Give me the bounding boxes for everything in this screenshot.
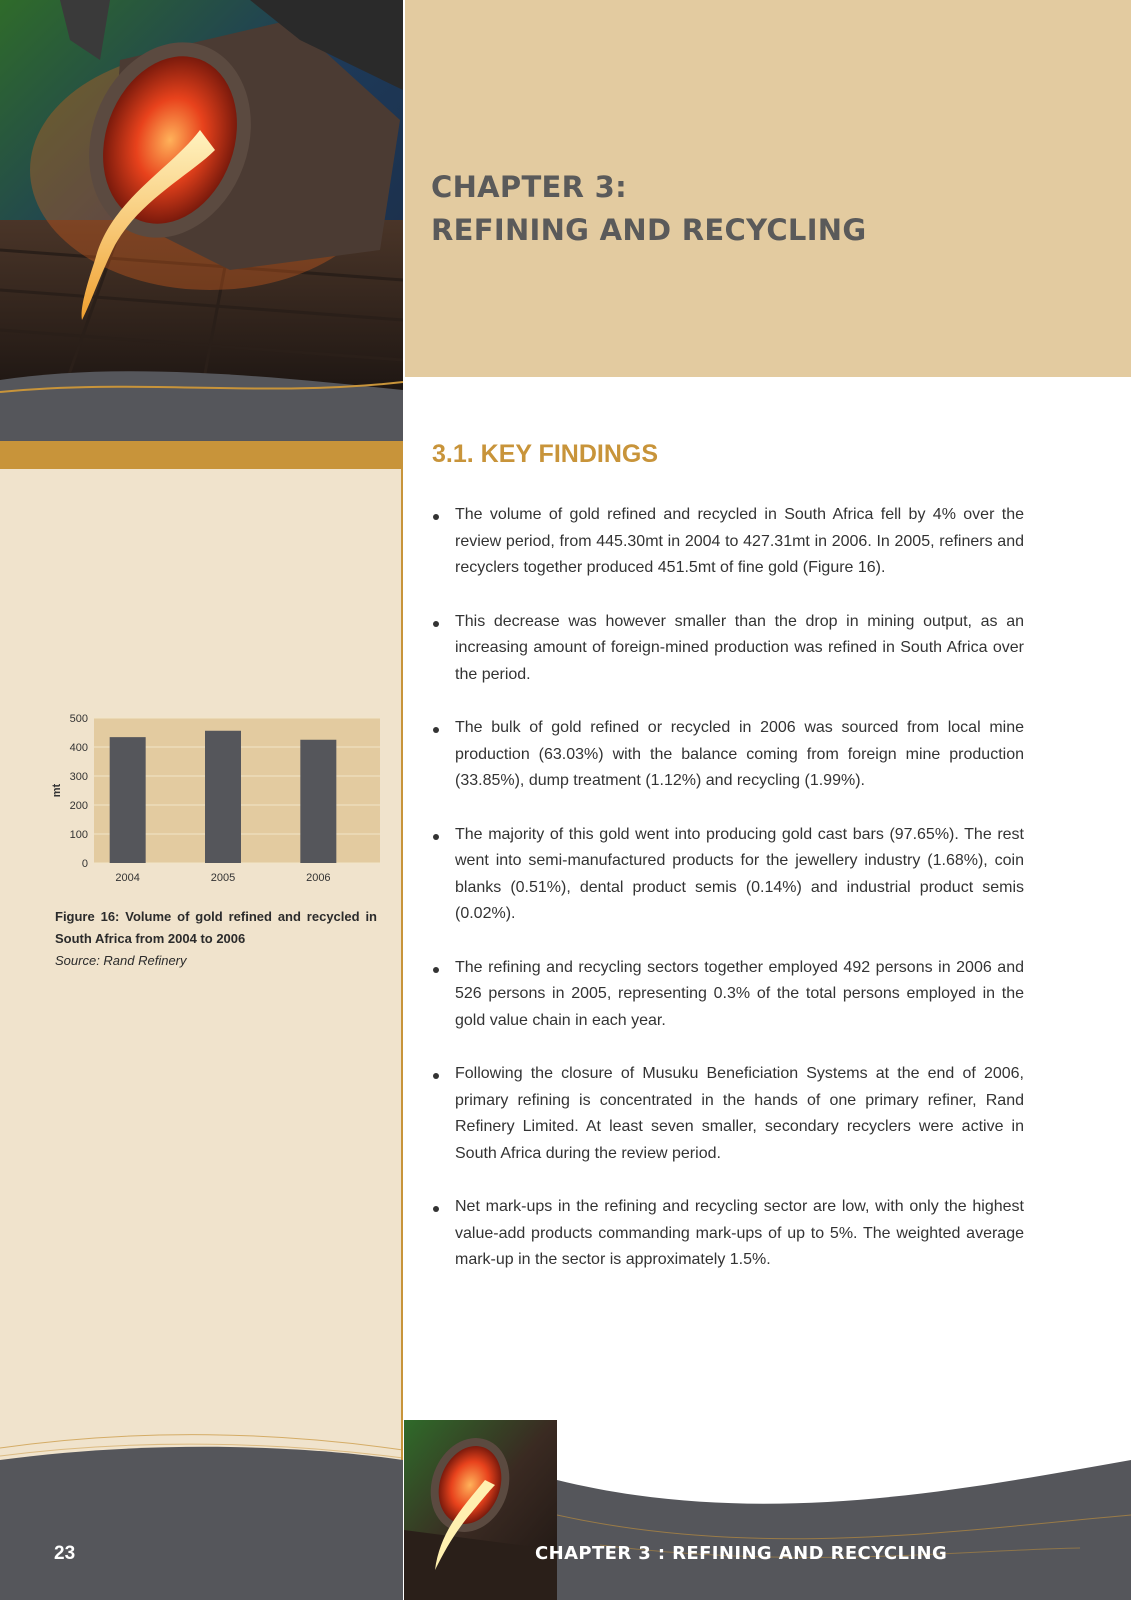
chapter-title-line-2: REFINING AND RECYCLING <box>431 213 867 247</box>
finding-item: The bulk of gold refined or recycled in 2006 was sourced from local mine production (63.03%) with the balance coming from foreign mine production (33.85%), dump treatment (1.12%) and recycling (1.99%). <box>432 715 1024 795</box>
chart-y-tick-label: 500 <box>69 713 88 725</box>
chart-x-tick-label: 2004 <box>115 872 140 884</box>
molten-gold-photo <box>0 0 403 470</box>
chart-bar <box>300 740 336 863</box>
chart-y-tick-label: 0 <box>81 858 88 870</box>
chart-y-axis-label: mt <box>51 783 63 798</box>
footer-photo-thumbnail <box>404 1420 557 1600</box>
chart-bar <box>110 737 146 863</box>
page-number: 23 <box>54 1543 76 1564</box>
left-column <box>0 0 403 1600</box>
page-footer <box>0 1420 1131 1600</box>
figure-caption-title: Figure 16: Volume of gold refined and recycled in South Africa from 2004 to 2006 <box>55 909 377 946</box>
gold-accent-bar <box>0 441 403 469</box>
finding-item: The refining and recycling sectors together employed 492 persons in 2006 and 526 persons in 2005, representing 0.3% of the total persons employed in the gold value chain in each year. <box>432 955 1024 1035</box>
chart-y-tick-label: 400 <box>69 742 88 754</box>
figure-caption-source: Source: Rand Refinery <box>55 953 187 968</box>
chapter-title-line-1: CHAPTER 3: <box>431 170 628 204</box>
chart-x-tick-label: 2005 <box>210 872 236 884</box>
bar-chart-svg <box>42 706 382 886</box>
finding-item: Net mark-ups in the refining and recycling sector are low, with only the highest value-add products commanding mark-ups of up to 5%. The weighted average mark-up in the sector is approximately 1.5%. <box>432 1194 1024 1274</box>
bar-chart <box>42 706 382 886</box>
footer-wave <box>0 1420 1131 1600</box>
figure-caption <box>55 906 377 972</box>
footer-chapter-title: CHAPTER 3 : REFINING AND RECYCLING <box>535 1543 948 1564</box>
section-heading: 3.1. KEY FINDINGS <box>432 440 658 468</box>
chart-y-tick-label: 300 <box>69 771 88 783</box>
finding-item: The volume of gold refined and recycled in South Africa fell by 4% over the review period, from 445.30mt in 2004 to 427.31mt in 2006. In 2005, refiners and recyclers together produced 451.5mt of fine gold (Figure 16). <box>432 502 1024 582</box>
chart-bar <box>205 731 241 863</box>
finding-item: This decrease was however smaller than the drop in mining output, as an increasing amount of foreign-mined production was refined in South Africa over the period. <box>432 609 1024 689</box>
key-findings-list <box>432 502 1024 1301</box>
chart-y-tick-label: 100 <box>69 829 88 841</box>
finding-item: The majority of this gold went into producing gold cast bars (97.65%). The rest went into semi-manufactured products for the jewellery industry (1.68%), coin blanks (0.51%), dental product semis (0.14%) and industrial product semis (0.02%). <box>432 822 1024 928</box>
chapter-title <box>431 166 1091 252</box>
chart-y-tick-label: 200 <box>69 800 88 812</box>
finding-item: Following the closure of Musuku Beneficiation Systems at the end of 2006, primary refining is concentrated in the hands of one primary refiner, Rand Refinery Limited. At least seven smaller, secondary recyclers were active in South Africa during the review period. <box>432 1061 1024 1167</box>
chart-x-tick-label: 2006 <box>306 872 331 884</box>
